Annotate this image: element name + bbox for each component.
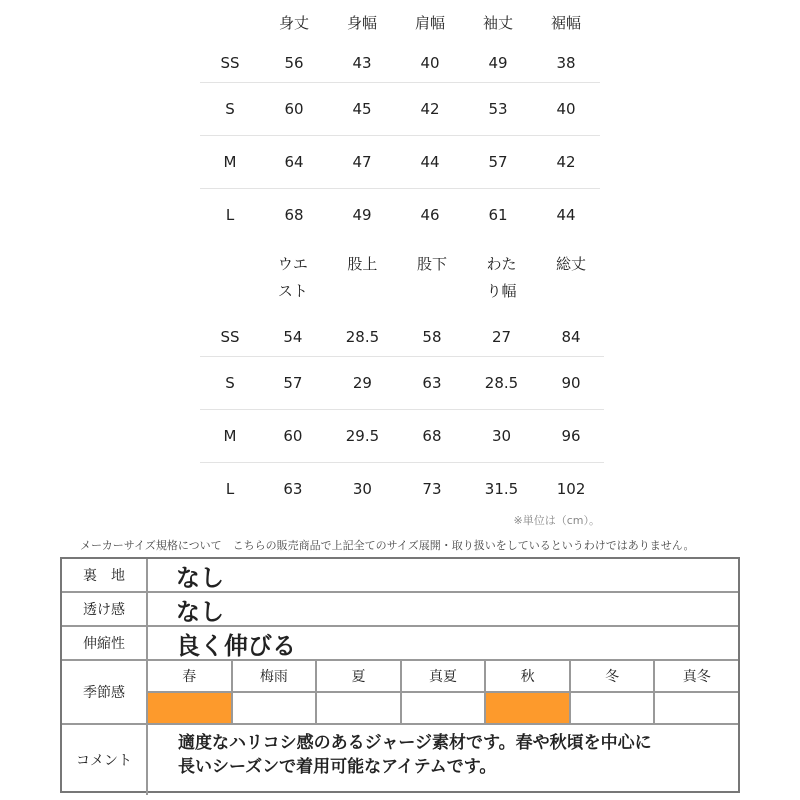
season-autumn: 秋	[486, 661, 571, 691]
sheer-value: なし	[176, 597, 224, 626]
table-cell: 38	[532, 40, 600, 83]
table-row	[200, 83, 600, 136]
comment-line: 長いシーズンで着用可能なアイテムです。	[178, 757, 497, 777]
header-cell: 裾幅	[550, 14, 581, 32]
table-cell: 45	[328, 83, 396, 136]
size-label: L	[225, 480, 235, 498]
table-cell: 30	[352, 480, 372, 498]
season-midsummer: 真夏	[402, 661, 487, 691]
stretch-value: 良く伸びる	[176, 631, 296, 660]
table-cell: 53	[464, 83, 532, 136]
table-cell: 47	[328, 136, 396, 189]
season-summer: 夏	[317, 661, 402, 691]
table-cell: 54	[260, 314, 326, 357]
table-cell: 63	[399, 357, 465, 410]
table-cell: 43	[328, 40, 396, 83]
lining-label: 裏 地	[62, 559, 148, 591]
season-spring: 春	[148, 661, 233, 691]
table-cell: 60	[260, 83, 328, 136]
table-cell: 84	[538, 314, 604, 357]
table-cell: 73	[422, 480, 442, 498]
table-row	[200, 357, 604, 410]
product-info-table	[60, 557, 740, 793]
season-mark	[655, 693, 738, 723]
table-cell: 64	[260, 136, 328, 189]
table-cell: 61	[488, 206, 508, 224]
size-label: L	[225, 206, 235, 224]
table-cell: 49	[352, 206, 372, 224]
stretch-row	[62, 627, 738, 661]
header-cell: 股下	[416, 255, 447, 273]
header-cell: 股上	[347, 255, 378, 273]
comment-row	[62, 725, 738, 795]
table-row	[200, 463, 604, 516]
sheer-row	[62, 593, 738, 627]
size-label: S	[200, 83, 260, 136]
comment-line: 適度なハリコシ感のあるジャージ素材です。春や秋頃を中心に	[178, 733, 652, 753]
table-cell: 40	[396, 40, 464, 83]
header-cell: 身幅	[346, 14, 377, 32]
table-cell: 28.5	[465, 357, 538, 410]
size-label: M	[200, 136, 260, 189]
season-mark	[148, 693, 233, 723]
table-cell: 102	[556, 480, 586, 498]
table-cell: 42	[396, 83, 464, 136]
table-cell: 31.5	[484, 480, 519, 498]
table-cell: 57	[260, 357, 326, 410]
size-table-bottoms	[200, 248, 604, 515]
table-cell: 56	[260, 40, 328, 83]
table-cell: 58	[399, 314, 465, 357]
table-cell: 29	[326, 357, 399, 410]
lining-value: なし	[176, 563, 224, 592]
table-cell: 60	[260, 410, 326, 463]
season-winter: 冬	[571, 661, 656, 691]
table-row	[200, 314, 604, 357]
comment-text	[148, 725, 738, 795]
table-cell: 90	[538, 357, 604, 410]
sheer-label: 透け感	[62, 593, 148, 625]
season-midwinter: 真冬	[682, 669, 711, 685]
table-cell: 46	[420, 206, 440, 224]
header-cell: 身丈	[278, 14, 309, 32]
header-cell	[200, 0, 260, 40]
maker-size-note: メーカーサイズ規格について こちらの販売商品で上記全てのサイズ展開・取り扱いをしているというわけではありません。	[80, 539, 695, 552]
header-cell: 肩幅	[414, 14, 445, 32]
size-label: M	[200, 410, 260, 463]
table-cell: 29.5	[326, 410, 399, 463]
table-cell: 30	[465, 410, 538, 463]
table-cell: 27	[465, 314, 538, 357]
table-cell: 68	[399, 410, 465, 463]
table-cell: 68	[284, 206, 304, 224]
table-cell: 42	[532, 136, 600, 189]
header-cell: ウエ スト	[277, 255, 308, 300]
season-mark	[402, 693, 487, 723]
table-row	[200, 410, 604, 463]
header-cell: 袖丈	[482, 14, 513, 32]
size-label: SS	[200, 314, 260, 357]
season-mark	[317, 693, 402, 723]
table-cell: 44	[556, 206, 576, 224]
lining-row	[62, 559, 738, 593]
unit-note: ※単位は（cm）。	[513, 514, 600, 527]
size-table-tops	[200, 0, 600, 241]
size-label: SS	[200, 40, 260, 83]
header-cell	[200, 248, 260, 314]
comment-label: コメント	[62, 725, 148, 795]
table-row	[200, 40, 600, 83]
stretch-label: 伸縮性	[62, 627, 148, 659]
table-cell: 40	[532, 83, 600, 136]
table-cell: 49	[464, 40, 532, 83]
season-mark	[233, 693, 318, 723]
table-cell: 44	[396, 136, 464, 189]
table-cell: 96	[538, 410, 604, 463]
size-label: S	[200, 357, 260, 410]
table-row	[200, 189, 600, 242]
season-mark	[571, 693, 656, 723]
table-header-row	[200, 0, 600, 40]
season-rainy: 梅雨	[233, 661, 318, 691]
season-marks	[148, 693, 738, 723]
season-names	[148, 661, 738, 693]
season-mark	[486, 693, 571, 723]
header-cell: わた り幅	[486, 255, 517, 300]
season-label: 季節感	[62, 661, 148, 723]
season-row	[62, 661, 738, 725]
table-row	[200, 136, 600, 189]
header-cell: 総丈	[556, 255, 587, 273]
table-header-row	[200, 248, 604, 314]
table-cell: 57	[464, 136, 532, 189]
table-cell: 63	[283, 480, 303, 498]
season-grid	[148, 661, 738, 723]
table-cell: 28.5	[326, 314, 399, 357]
